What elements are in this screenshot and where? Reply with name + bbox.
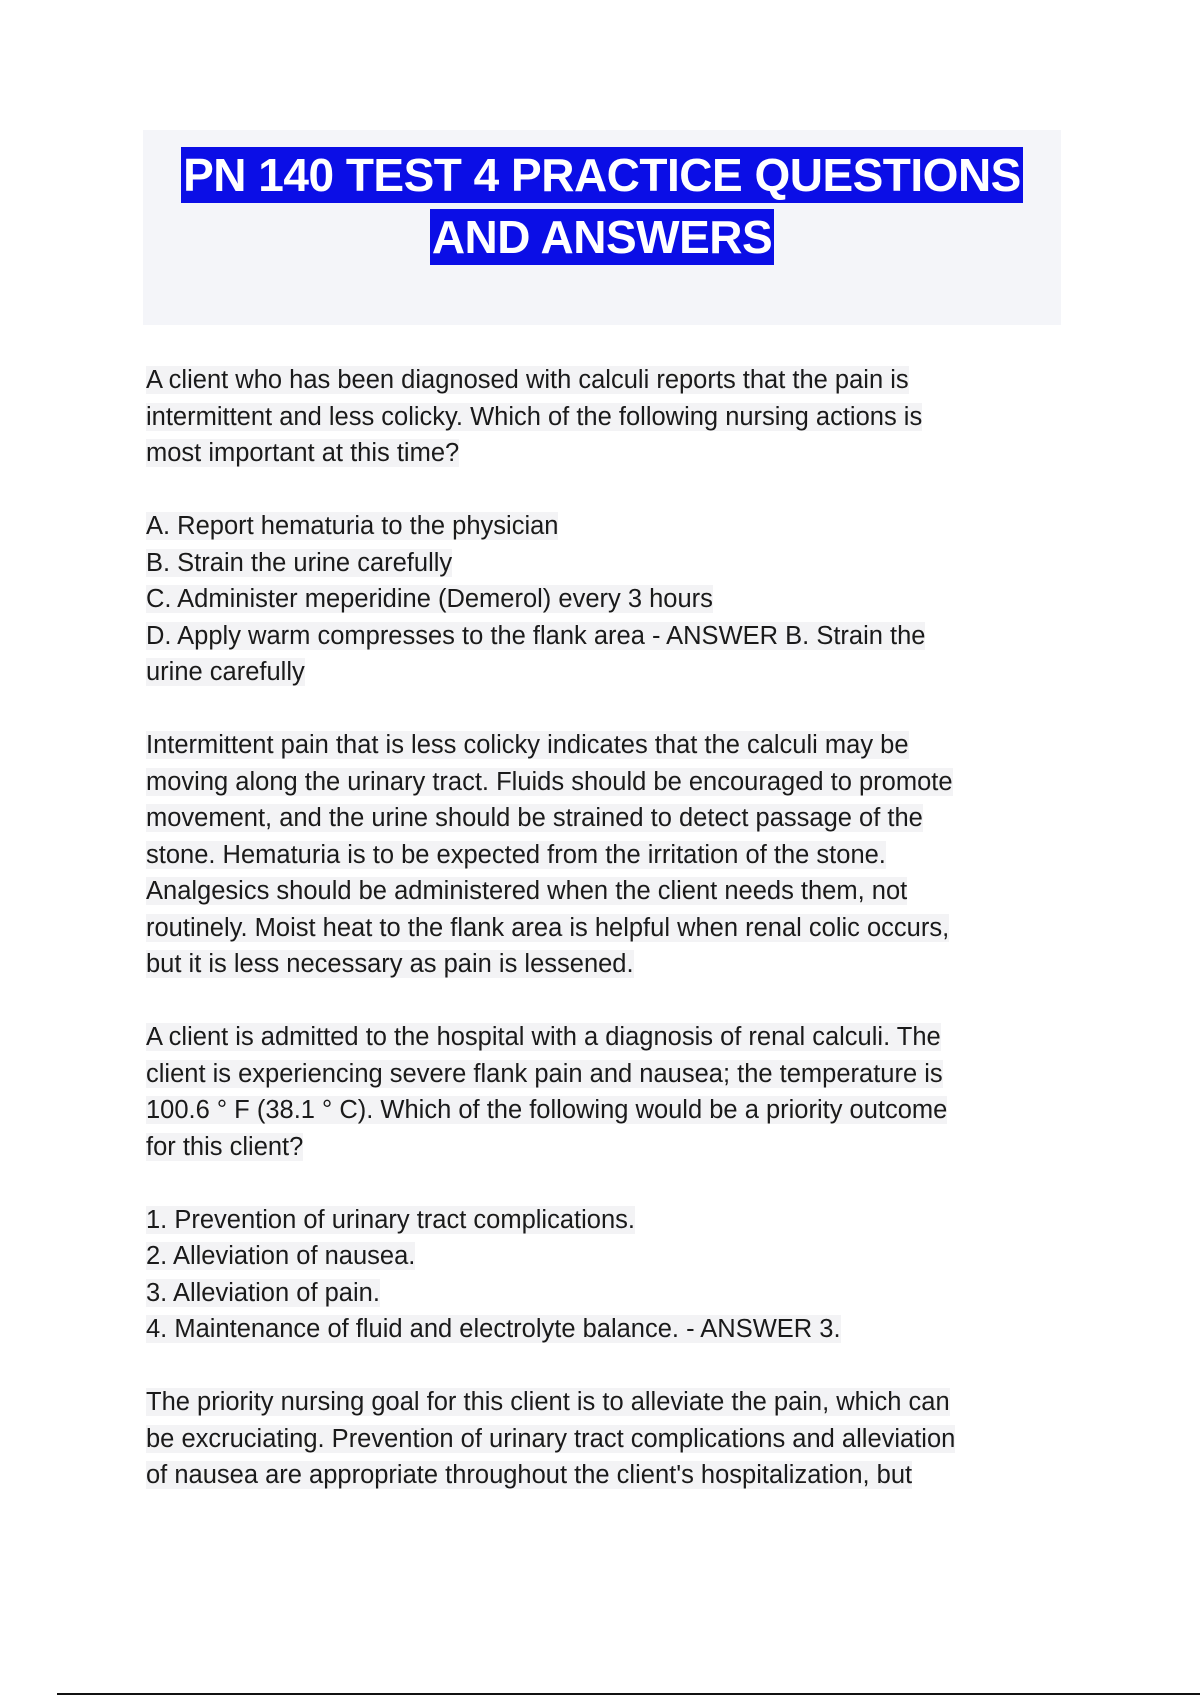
option-b: B. Strain the urine carefully xyxy=(146,548,453,577)
bottom-divider xyxy=(57,1693,1200,1695)
text-line: moving along the urinary tract. Fluids should be encouraged to promote xyxy=(146,767,953,796)
option-3: 3. Alleviation of pain. xyxy=(146,1278,380,1307)
text-line: stone. Hematuria is to be expected from the irritation of the stone. xyxy=(146,840,886,869)
option-a: A. Report hematuria to the physician xyxy=(146,512,559,540)
page-title-line-1: PN 140 TEST 4 PRACTICE QUESTIONS xyxy=(183,149,1021,201)
text-line: routinely. Moist heat to the flank area is helpful when renal colic occurs, xyxy=(146,913,950,942)
option-1: 1. Prevention of urinary tract complications. xyxy=(146,1205,635,1234)
question-2-options xyxy=(146,1202,1066,1348)
text-line: client is experiencing severe flank pain and nausea; the temperature is xyxy=(146,1059,943,1088)
text-line: most important at this time? xyxy=(146,439,460,467)
text-line: but it is less necessary as pain is lessened. xyxy=(146,950,634,978)
text-line: The priority nursing goal for this client is to alleviate the pain, which can xyxy=(146,1388,950,1416)
text-line: be excruciating. Prevention of urinary tract complications and alleviation xyxy=(146,1424,956,1453)
option-2: 2. Alleviation of nausea. xyxy=(146,1242,416,1270)
question-1-text xyxy=(146,362,1066,472)
text-line: movement, and the urine should be strained to detect passage of the xyxy=(146,804,923,832)
text-line: Intermittent pain that is less colicky indicates that the calculi may be xyxy=(146,731,909,759)
text-line: of nausea are appropriate throughout the client's hospitalization, but xyxy=(146,1461,913,1489)
title-block xyxy=(143,130,1061,325)
page-title-line-2: AND ANSWERS xyxy=(431,211,773,263)
option-4-with-answer: 4. Maintenance of fluid and electrolyte balance. - ANSWER 3. xyxy=(146,1315,841,1343)
question-1-rationale xyxy=(146,727,1066,983)
answer-continuation: urine carefully xyxy=(146,658,305,686)
text-line: A client who has been diagnosed with calculi reports that the pain is xyxy=(146,366,909,394)
question-2-text xyxy=(146,1019,1066,1165)
text-line: Analgesics should be administered when the client needs them, not xyxy=(146,877,908,905)
question-2-rationale xyxy=(146,1384,1066,1494)
question-1-options xyxy=(146,508,1066,691)
text-line: intermittent and less colicky. Which of the following nursing actions is xyxy=(146,402,923,431)
text-line: A client is admitted to the hospital with a diagnosis of renal calculi. The xyxy=(146,1023,941,1051)
text-line: for this client? xyxy=(146,1132,304,1161)
document-body xyxy=(146,362,1066,1530)
text-line: 100.6 ° F (38.1 ° C). Which of the following would be a priority outcome xyxy=(146,1096,948,1124)
option-d-with-answer: D. Apply warm compresses to the flank area - ANSWER B. Strain the xyxy=(146,621,926,650)
option-c: C. Administer meperidine (Demerol) every 3 hours xyxy=(146,585,713,613)
